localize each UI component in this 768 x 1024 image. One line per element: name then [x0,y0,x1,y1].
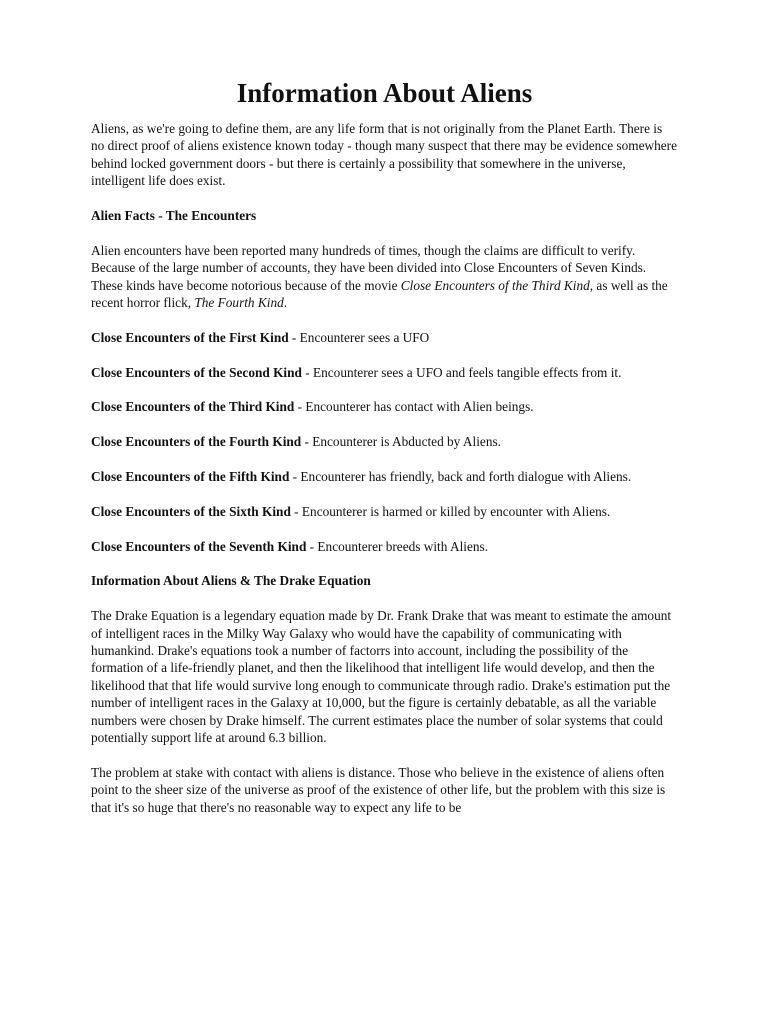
encounter-desc: - Encounterer is Abducted by Aliens. [301,434,501,450]
encounter-term: Close Encounters of the Third Kind [91,399,295,415]
section-heading-drake: Information About Aliens & The Drake Equation [91,573,371,589]
encounter-item [91,329,678,346]
movie-title-fourth-kind: The Fourth Kind [194,295,284,311]
intro-paragraph: Aliens, as we're going to define them, are any life form that is not originally from the Planet Earth. There is no direct proof of aliens existence known today - though many suspect that there may be evidence somewhere behind locked government doors - but there is certainly a possibility that somewhere in the universe, intelligent life does exist. [91,121,677,189]
encounter-item [91,468,678,485]
encounter-item [91,364,678,381]
encounter-desc: - Encounterer is harmed or killed by encounter with Aliens. [290,503,611,519]
encounter-desc: - Encounterer sees a UFO [288,329,430,345]
encounter-item [91,433,678,450]
encounter-desc: - Encounterer sees a UFO and feels tangible effects from it. [301,364,622,380]
drake-paragraph: The Drake Equation is a legendary equation made by Dr. Frank Drake that was meant to estimate the amount of intelligent races in the Milky Way Galaxy who would have the capability of communicating with humankind. Drake's equations took a number of factorrs into account, including the possibility of the formation of a life-friendly planet, and then the likelihood that intelligent life would develop, and then the likelihood that that life would survive long enough to communicate through radio. Drake's estimation put the number of intelligent races in the Galaxy at 10,000, but the figure is certainly debatable, as all the variable numbers were chosen by Drake himself. The current estimates place the number of solar systems that could potentially support life at around 6.3 billion. [91,608,672,746]
encounter-item [91,538,678,555]
distance-paragraph: The problem at stake with contact with aliens is distance. Those who believe in the existence of aliens often point to the sheer size of the universe as proof of the existence of other life, but the problem with this size is that it's so huge that there's no reasonable way to expect any life to be [91,764,666,815]
encounter-desc: - Encounterer breeds with Aliens. [306,538,489,554]
encounter-term: Close Encounters of the Fifth Kind [91,469,290,485]
encounter-desc: - Encounterer has friendly, back and forth dialogue with Aliens. [289,469,632,485]
encounter-term: Close Encounters of the Second Kind [91,364,302,380]
encounter-item [91,398,678,415]
encounter-term: Close Encounters of the Seventh Kind [91,538,307,554]
encounter-term: Close Encounters of the First Kind [91,329,289,345]
movie-title-third-kind: Close Encounters of the Third Kind, [400,277,594,293]
encounter-term: Close Encounters of the Fourth Kind [91,434,302,450]
encounters-paragraph [91,242,678,312]
encounters-text-end: . [283,295,288,311]
encounter-item [91,503,678,520]
section-heading-encounters: Alien Facts - The Encounters [91,208,257,224]
document-title: Information About Aliens [236,78,533,108]
encounters-text-middle: as well as the recent horror flick, [91,277,668,311]
encounter-desc: - Encounterer has contact with Alien beings. [294,399,534,415]
encounter-term: Close Encounters of the Sixth Kind [91,503,291,519]
encounters-text-start: Alien encounters have been reported many hundreds of times, though the claims are difficult to verify. Because of the large number of accounts, they have been divided into Close Encounters of Seven Kinds. These kinds have become notorious because of the movie [91,242,647,293]
